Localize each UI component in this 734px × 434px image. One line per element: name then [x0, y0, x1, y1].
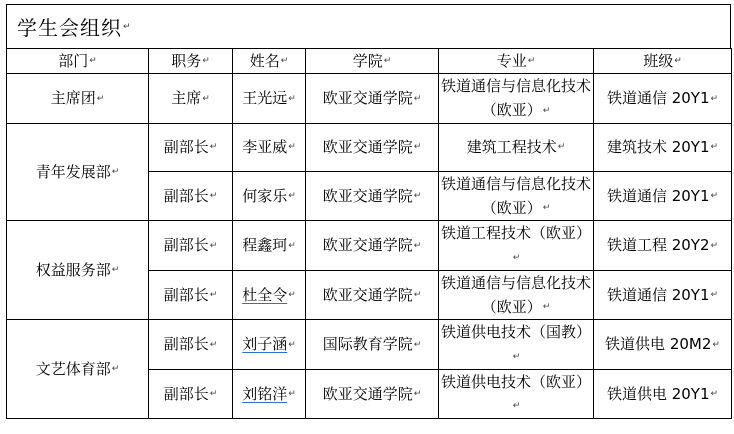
name-cell: 杜全令↵	[233, 270, 306, 320]
document-title: 学生会组织	[17, 16, 122, 40]
major-cell: 铁道供电技术（欧亚）↵	[439, 369, 594, 419]
role-cell: 副部长↵	[149, 270, 233, 320]
role-cell: 副部长↵	[149, 320, 233, 370]
class-cell: 建筑技术 20Y1↵	[594, 123, 732, 171]
class-cell: 铁道工程 20Y2↵	[594, 221, 732, 271]
header-college: 学院↵	[306, 49, 439, 74]
class-cell: 铁道通信 20Y1↵	[594, 74, 732, 124]
role-cell: 副部长↵	[149, 123, 233, 171]
title-row	[6, 4, 731, 48]
dept-cell: 权益服务部↵	[7, 221, 149, 320]
header-dept: 部门↵	[7, 49, 149, 74]
name-cell: 王光远↵	[233, 74, 306, 124]
table-row	[7, 320, 732, 370]
name-cell: 刘子涵↵	[233, 320, 306, 370]
college-cell: 国际教育学院↵	[306, 320, 439, 370]
major-cell: 铁道通信与信息化技术（欧亚）↵	[439, 171, 594, 221]
header-class: 班级↵	[594, 49, 732, 74]
header-name: 姓名↵	[233, 49, 306, 74]
role-cell: 副部长↵	[149, 369, 233, 419]
table-row	[7, 221, 732, 271]
dept-cell: 青年发展部↵	[7, 123, 149, 221]
major-cell: 铁道通信与信息化技术（欧亚）↵	[439, 270, 594, 320]
header-major: 专业↵	[439, 49, 594, 74]
student-union-table	[6, 48, 732, 419]
dept-cell: 文艺体育部↵	[7, 320, 149, 419]
paragraph-mark: ↵	[123, 21, 131, 32]
class-cell: 铁道供电 20Y1↵	[594, 369, 732, 419]
class-cell: 铁道供电 20M2↵	[594, 320, 732, 370]
role-cell: 主席↵	[149, 74, 233, 124]
college-cell: 欧亚交通学院↵	[306, 74, 439, 124]
class-cell: 铁道通信 20Y1↵	[594, 270, 732, 320]
name-cell: 程鑫珂↵	[233, 221, 306, 271]
name-cell: 李亚威↵	[233, 123, 306, 171]
major-cell: 铁道通信与信息化技术（欧亚）↵	[439, 74, 594, 124]
role-cell: 副部长↵	[149, 221, 233, 271]
document-page	[6, 4, 731, 419]
major-cell: 铁道供电技术（国教）↵	[439, 320, 594, 370]
dept-cell: 主席团↵	[7, 74, 149, 124]
college-cell: 欧亚交通学院↵	[306, 369, 439, 419]
table-row	[7, 74, 732, 124]
college-cell: 欧亚交通学院↵	[306, 123, 439, 171]
major-cell: 建筑工程技术↵	[439, 123, 594, 171]
college-cell: 欧亚交通学院↵	[306, 270, 439, 320]
header-role: 职务↵	[149, 49, 233, 74]
name-cell: 刘铭洋↵	[233, 369, 306, 419]
college-cell: 欧亚交通学院↵	[306, 221, 439, 271]
name-cell: 何家乐↵	[233, 171, 306, 221]
header-row	[7, 49, 732, 74]
college-cell: 欧亚交通学院↵	[306, 171, 439, 221]
table-row	[7, 123, 732, 171]
role-cell: 副部长↵	[149, 171, 233, 221]
major-cell: 铁道工程技术（欧亚）↵	[439, 221, 594, 271]
class-cell: 铁道通信 20Y1↵	[594, 171, 732, 221]
